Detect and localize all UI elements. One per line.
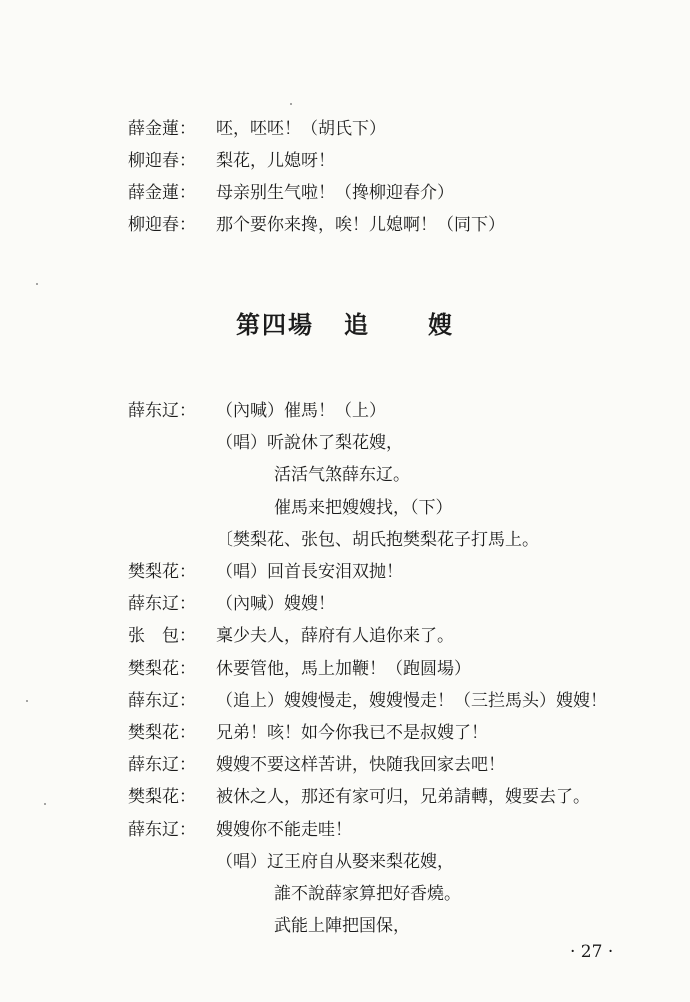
dialogue-text: 嫂嫂你不能走哇！ xyxy=(216,819,352,840)
print-speck xyxy=(290,103,292,105)
dialogue-line xyxy=(128,182,668,204)
speaker-name: 樊梨花： xyxy=(128,562,196,582)
dialogue-line xyxy=(128,754,668,776)
dialogue-line xyxy=(128,529,668,551)
dialogue-line xyxy=(128,625,668,647)
dialogue-text: （唱）辽王府自从娶来梨花嫂， xyxy=(216,851,454,872)
dialogue-line xyxy=(128,786,668,808)
scene-title-char-2: 嫂 xyxy=(428,311,454,339)
speaker-name: 柳迎春： xyxy=(128,215,196,235)
scene-title-char-1: 追 xyxy=(344,311,370,339)
dialogue-text: 嫂嫂不要这样苦讲，快随我回家去吧！ xyxy=(216,755,505,776)
dialogue-line xyxy=(128,819,668,841)
dialogue-line xyxy=(128,561,668,583)
print-speck xyxy=(36,283,38,285)
dialogue-line xyxy=(128,593,668,615)
speaker-name: 樊梨花： xyxy=(128,658,196,679)
dialogue-text: 呸，呸呸！（胡氏下） xyxy=(216,119,386,139)
dialogue-line xyxy=(128,883,668,905)
dialogue-line xyxy=(128,851,668,873)
speaker-name: 张 包： xyxy=(128,626,196,647)
dialogue-text: （追上）嫂嫂慢走，嫂嫂慢走！（三拦馬头）嫂嫂！ xyxy=(216,690,607,711)
speaker-name: 薛东辽： xyxy=(128,401,196,421)
dialogue-line xyxy=(128,150,668,172)
speaker-name: 薛金蓮： xyxy=(128,119,196,139)
page-number: · 27 · xyxy=(570,942,614,962)
print-speck xyxy=(26,700,28,702)
speaker-name: 柳迎春： xyxy=(128,151,196,171)
dialogue-line xyxy=(128,464,668,486)
speaker-name: 薛东辽： xyxy=(128,594,196,615)
dialogue-text: （內喊）嫂嫂！ xyxy=(216,594,335,615)
dialogue-line xyxy=(128,118,668,140)
dialogue-line xyxy=(128,690,668,712)
dialogue-line xyxy=(128,497,668,519)
dialogue-text: （唱）回首長安泪双抛！ xyxy=(216,562,403,582)
dialogue-text: （內喊）催馬！（上） xyxy=(216,401,386,421)
dialogue-text: 稟少夫人，薛府有人追你来了。 xyxy=(216,626,454,647)
dialogue-text: 誰不說薛家算把好香燒。 xyxy=(274,884,461,904)
speaker-name: 薛金蓮： xyxy=(128,183,196,203)
speaker-name: 薛东辽： xyxy=(128,690,196,711)
dialogue-text: 活活气煞薛东辽。 xyxy=(274,465,410,486)
speaker-name: 薛东辽： xyxy=(128,755,196,776)
dialogue-text: 被休之人，那还有家可归，兄弟請轉，嫂要去了。 xyxy=(216,787,590,808)
dialogue-line xyxy=(128,915,668,937)
dialogue-text: 武能上陣把国保， xyxy=(274,916,410,937)
print-speck xyxy=(44,803,46,805)
dialogue-text: 那个要你来搀，唉！儿媳啊！（同下） xyxy=(216,215,505,235)
dialogue-line xyxy=(128,400,668,422)
dialogue-text: 母亲别生气啦！（搀柳迎春介） xyxy=(216,183,454,203)
speaker-name: 樊梨花： xyxy=(128,787,196,808)
dialogue-text: （唱）听說休了梨花嫂， xyxy=(216,433,403,454)
dialogue-text: 催馬来把嫂嫂找，（下） xyxy=(274,497,453,518)
speaker-name: 薛东辽： xyxy=(128,819,196,840)
dialogue-text: 休要管他，馬上加鞭！（跑圆場） xyxy=(216,658,471,679)
dialogue-line xyxy=(128,214,668,236)
speaker-name: 樊梨花： xyxy=(128,723,196,743)
dialogue-text: 〔樊梨花、张包、胡氏抱樊梨花子打馬上。 xyxy=(216,529,539,550)
dialogue-text: 兄弟！咳！如今你我已不是叔嫂了！ xyxy=(216,723,488,743)
dialogue-line xyxy=(128,722,668,744)
dialogue-text: 梨花，儿媳呀！ xyxy=(216,151,335,171)
scene-title xyxy=(0,305,690,340)
dialogue-line xyxy=(128,658,668,680)
scene-title-number: 第四場 xyxy=(236,311,314,339)
dialogue-line xyxy=(128,432,668,454)
